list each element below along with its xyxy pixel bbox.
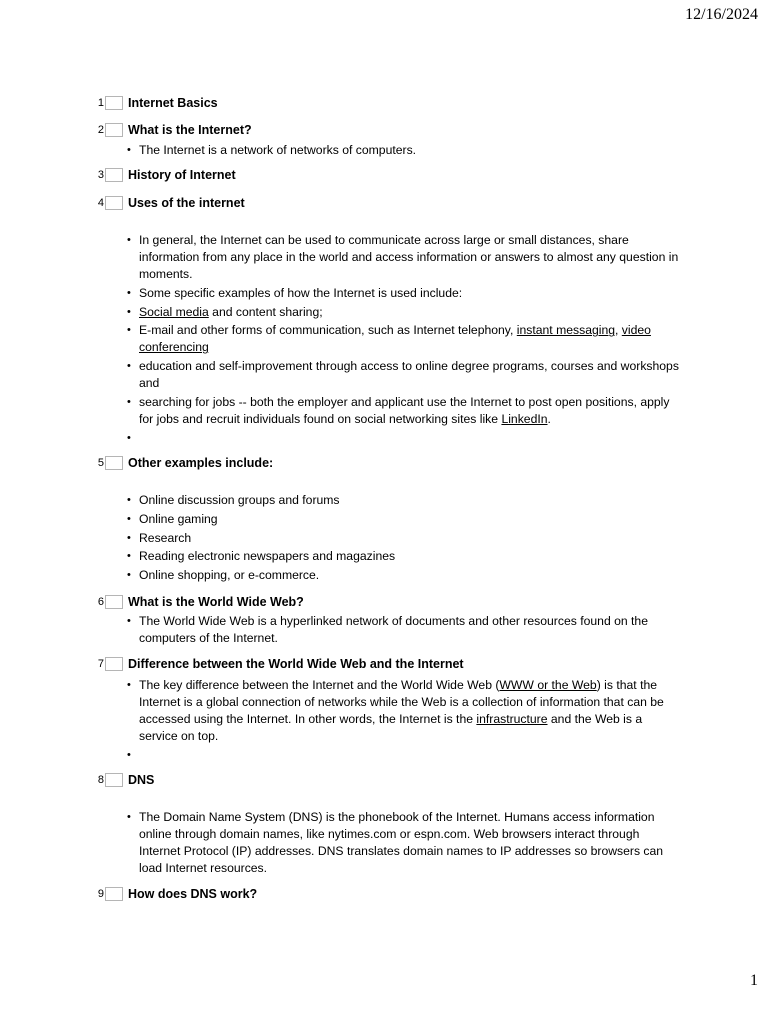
- bullet-list: [0, 142, 700, 159]
- bullet-item: [0, 394, 684, 428]
- bullet-item: [0, 492, 684, 509]
- bullet-item: [0, 142, 684, 159]
- bullet-text: .: [547, 411, 551, 426]
- slide-number: 2: [97, 124, 104, 136]
- hyperlink[interactable]: WWW or the Web: [499, 678, 597, 692]
- slide-header: [0, 454, 700, 472]
- bullet-text: Reading electronic newspapers and magazines: [139, 549, 396, 564]
- slide-number: 3: [97, 169, 104, 181]
- slide-1: [0, 94, 700, 112]
- bullet-text: Online gaming: [139, 511, 218, 526]
- slide-thumbnail-icon: [105, 773, 123, 787]
- slide-number: 5: [97, 457, 104, 469]
- bullet-text: education and self-improvement through access to online degree programs, courses and workshops and: [139, 359, 679, 391]
- bullet-text: Research: [139, 530, 192, 545]
- bullet-item: [0, 322, 684, 356]
- slide-title: Internet Basics: [128, 96, 218, 110]
- bullet-text: Online discussion groups and forums: [139, 493, 340, 507]
- bullet-item: [0, 285, 684, 302]
- slide-number: 4: [97, 197, 104, 209]
- bullet-text: ,: [615, 323, 622, 338]
- bullet-text: and the Web is a service on top.: [139, 712, 643, 743]
- hyperlink[interactable]: LinkedIn: [501, 411, 548, 426]
- slide-number: 8: [97, 774, 104, 786]
- hyperlink[interactable]: Social media: [139, 304, 209, 319]
- slide-number: 9: [97, 888, 104, 900]
- slide-thumbnail-icon: [105, 595, 123, 609]
- hyperlink[interactable]: infrastructure: [476, 712, 548, 726]
- print-date: 12/16/2024: [685, 6, 758, 23]
- slide-title: Difference between the World Wide Web and the Internet: [128, 657, 464, 671]
- bullet-list: [0, 492, 700, 584]
- slide-title: How does DNS work?: [128, 887, 258, 901]
- slide-title: What is the Internet?: [128, 123, 252, 137]
- slide-header: [0, 121, 700, 139]
- slide-header: [0, 194, 700, 212]
- bullet-list: [0, 613, 700, 647]
- bullet-item: [0, 548, 684, 565]
- slide-header: [0, 885, 700, 903]
- bullet-text: The key difference between the Internet and the World Wide Web (: [139, 678, 500, 692]
- bullet-item: [0, 232, 684, 283]
- bullet-item: [0, 511, 684, 528]
- bullet-text: ) is that the Internet is a global connection of networks while the Web is a collection of information that can be accessed using the Internet. In other words, the Internet is the: [139, 678, 664, 726]
- bullet-text: In general, the Internet can be used to communicate across large or small distances, share information from any place in the world and access information or answers to almost any question in moments.: [139, 233, 679, 281]
- bullet-item: [0, 747, 684, 764]
- slide-6: [0, 593, 700, 649]
- bullet-list: [0, 232, 700, 447]
- bullet-item: [0, 613, 684, 647]
- slide-7: [0, 655, 700, 766]
- slide-header: [0, 593, 700, 611]
- slide-thumbnail-icon: [105, 196, 123, 210]
- slide-8: [0, 771, 700, 879]
- bullet-text: The Domain Name System (DNS) is the phonebook of the Internet. Humans access information online through domain names, like nytimes.com or espn.com. Web browsers interact through Internet Protocol (IP) addresses. DNS translates domain names to IP addresses so browsers can load Internet resources.: [139, 810, 664, 875]
- slide-thumbnail-icon: [105, 887, 123, 901]
- slide-9: [0, 885, 700, 903]
- bullet-item: [0, 677, 684, 745]
- bullet-list: [0, 809, 700, 877]
- slide-number: 6: [97, 596, 104, 608]
- bullet-item: [0, 809, 684, 877]
- slide-header: [0, 655, 700, 673]
- slide-2: [0, 121, 700, 161]
- slide-thumbnail-icon: [105, 96, 123, 110]
- bullet-text: Online shopping, or e-commerce.: [139, 568, 320, 583]
- bullet-item: [0, 304, 684, 321]
- slide-title: Uses of the internet: [128, 196, 245, 210]
- slide-thumbnail-icon: [105, 657, 123, 671]
- bullet-list: [0, 677, 700, 764]
- bullet-item: [0, 530, 684, 547]
- slide-title: Other examples include:: [128, 456, 274, 470]
- slide-thumbnail-icon: [105, 168, 123, 182]
- slide-5: [0, 454, 700, 586]
- slide-thumbnail-icon: [105, 123, 123, 137]
- bullet-text: E-mail and other forms of communication, such as Internet telephony,: [139, 323, 517, 338]
- bullet-item: [0, 430, 684, 447]
- bullet-text: The World Wide Web is a hyperlinked network of documents and other resources found on the computers of the Internet.: [139, 614, 648, 645]
- slide-number: 7: [97, 658, 104, 670]
- slide-header: [0, 94, 700, 112]
- slide-title: DNS: [128, 773, 155, 787]
- bullet-item: [0, 567, 684, 584]
- bullet-text: The Internet is a network of networks of computers.: [139, 143, 417, 157]
- slide-header: [0, 771, 700, 789]
- slide-thumbnail-icon: [105, 456, 123, 470]
- slide-number: 1: [97, 97, 104, 109]
- hyperlink[interactable]: video conferencing: [139, 323, 651, 355]
- slide-title: What is the World Wide Web?: [128, 595, 304, 609]
- bullet-text: Some specific examples of how the Internet is used include:: [139, 285, 463, 300]
- slide-4: [0, 194, 700, 449]
- page-number: 1: [750, 972, 758, 989]
- slide-header: [0, 166, 700, 184]
- bullet-text: searching for jobs -- both the employer and applicant use the Internet to post open positions, apply for jobs and recruit individuals found on social networking sites like: [139, 394, 670, 426]
- bullet-text: and content sharing;: [208, 304, 323, 319]
- slide-title: History of Internet: [128, 168, 236, 182]
- hyperlink[interactable]: instant messaging: [516, 323, 616, 338]
- bullet-item: [0, 358, 684, 392]
- slide-3: [0, 166, 700, 184]
